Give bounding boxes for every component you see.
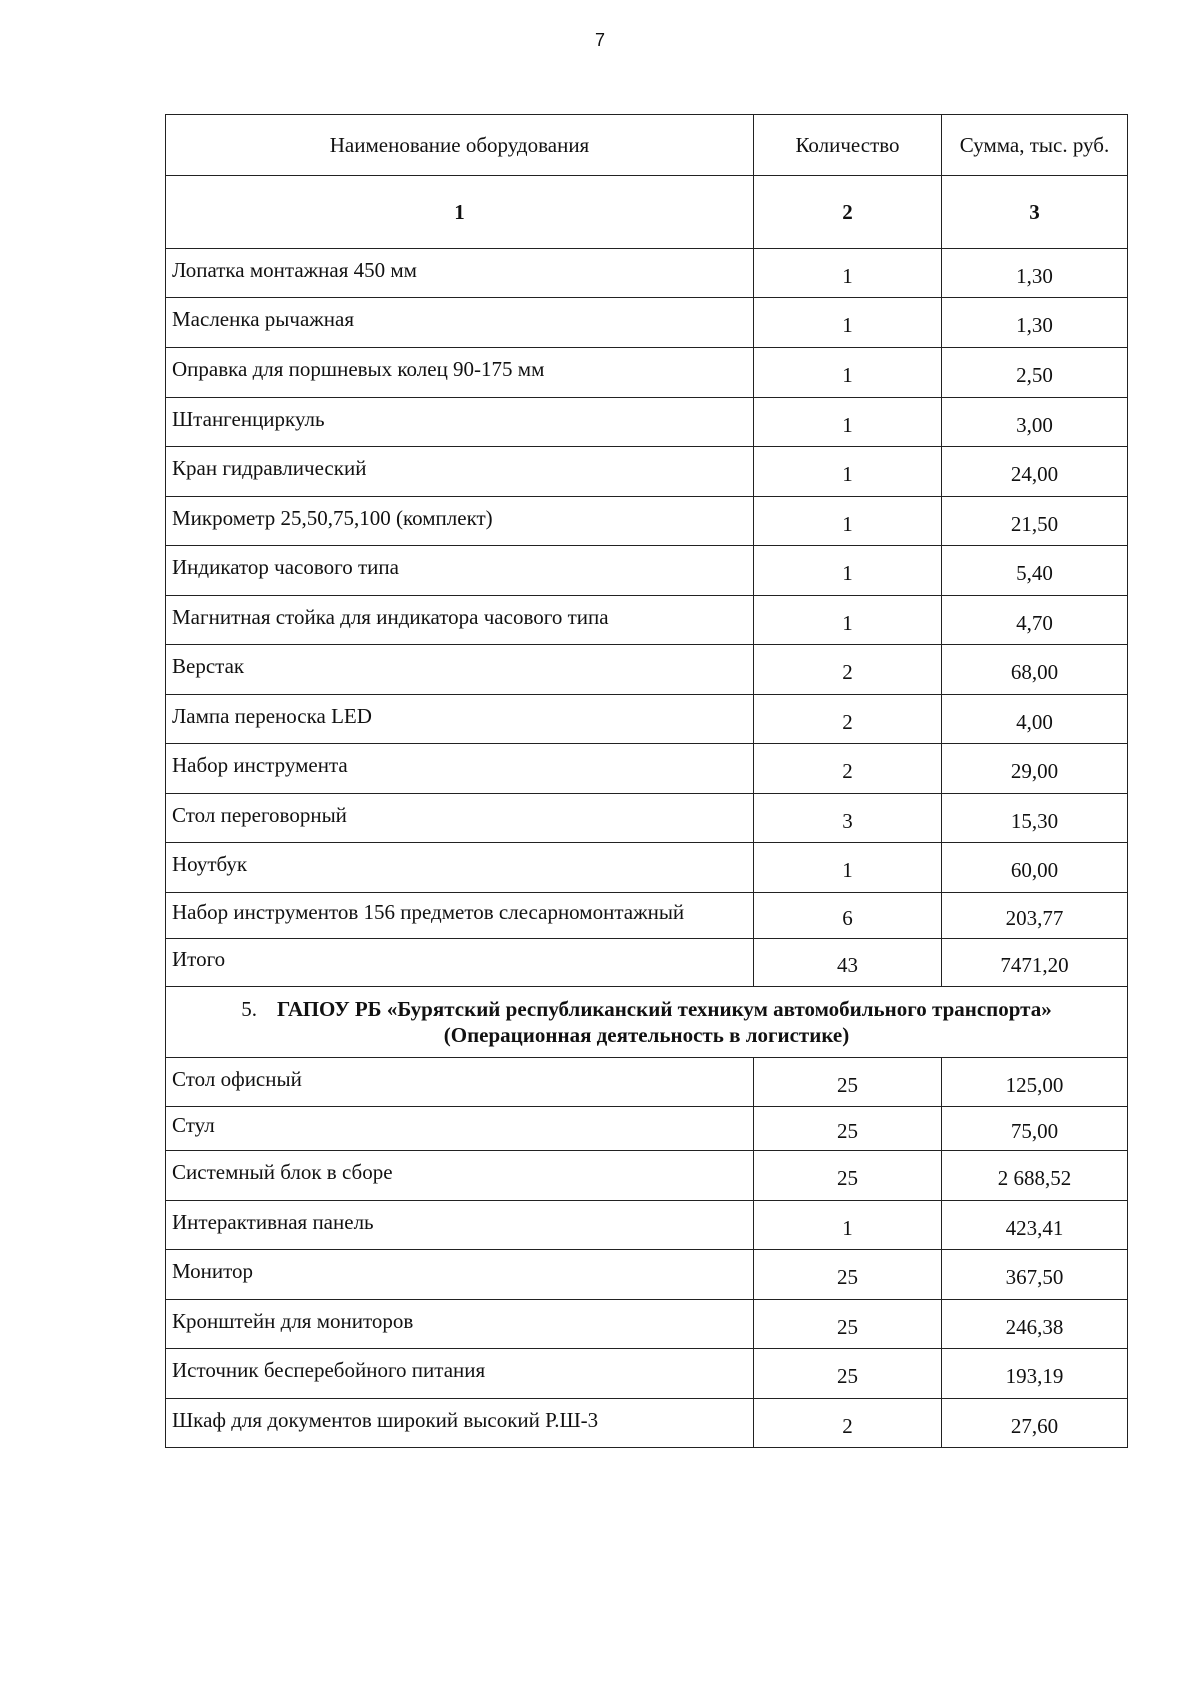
item-name: Верстак [166,645,754,695]
equipment-table [165,114,1128,1448]
item-sum: 29,00 [942,744,1128,794]
item-name: Монитор [166,1250,754,1300]
table-row [166,1399,1128,1448]
item-sum: 75,00 [942,1107,1128,1151]
item-sum: 15,30 [942,794,1128,843]
table-row [166,1107,1128,1151]
table-row [166,1058,1128,1107]
item-quantity: 6 [754,893,942,939]
section-subtitle: (Операционная деятельность в логистике) [443,1023,850,1047]
item-name: Кронштейн для мониторов [166,1300,754,1349]
item-sum: 3,00 [942,398,1128,447]
item-name: Стол переговорный [166,794,754,843]
item-sum: 2,50 [942,348,1128,398]
table-row [166,645,1128,695]
item-name: Шкаф для документов широкий высокий Р.Ш-3 [166,1399,754,1448]
item-quantity: 25 [754,1349,942,1399]
table-row [166,249,1128,298]
column-number-3: 3 [942,176,1128,249]
item-sum: 1,30 [942,249,1128,298]
item-quantity: 2 [754,744,942,794]
item-sum: 60,00 [942,843,1128,893]
item-quantity: 25 [754,1058,942,1107]
item-name: Интерактивная панель [166,1201,754,1250]
page-number: 7 [594,30,605,50]
total-quantity: 43 [754,939,942,987]
item-sum: 4,00 [942,695,1128,744]
table-row [166,893,1128,939]
table-row [166,1300,1128,1349]
table-row [166,497,1128,546]
item-quantity: 1 [754,447,942,497]
item-sum: 5,40 [942,546,1128,596]
item-sum: 1,30 [942,298,1128,348]
item-quantity: 1 [754,249,942,298]
item-quantity: 2 [754,1399,942,1448]
item-name: Стол офисный [166,1058,754,1107]
item-sum: 4,70 [942,596,1128,645]
section-title: ГАПОУ РБ «Бурятский республиканский техникум автомобильного транспорта» [276,997,1052,1021]
section-heading [166,987,1128,1058]
header-qty: Количество [754,115,942,176]
item-sum: 125,00 [942,1058,1128,1107]
item-quantity: 25 [754,1250,942,1300]
item-name: Кран гидравлический [166,447,754,497]
item-sum: 24,00 [942,447,1128,497]
item-quantity: 25 [754,1107,942,1151]
item-name: Индикатор часового типа [166,546,754,596]
total-row [166,939,1128,987]
item-name: Набор инструментов 156 предметов слесарномонтажный [166,893,754,939]
item-name: Системный блок в сборе [166,1151,754,1201]
item-name: Лопатка монтажная 450 мм [166,249,754,298]
item-name: Ноутбук [166,843,754,893]
item-name: Лампа переноска LED [166,695,754,744]
table-row [166,398,1128,447]
table-row [166,546,1128,596]
table-row [166,1250,1128,1300]
item-quantity: 1 [754,596,942,645]
total-sum: 7471,20 [942,939,1128,987]
column-number-1: 1 [166,176,754,249]
table-row [166,695,1128,744]
item-sum: 423,41 [942,1201,1128,1250]
item-name: Источник бесперебойного питания [166,1349,754,1399]
item-sum: 367,50 [942,1250,1128,1300]
table-row [166,348,1128,398]
table-row [166,1201,1128,1250]
item-sum: 27,60 [942,1399,1128,1448]
item-quantity: 1 [754,546,942,596]
item-name: Стул [166,1107,754,1151]
table-row [166,1151,1128,1201]
header-sum: Сумма, тыс. руб. [942,115,1128,176]
table-row [166,843,1128,893]
column-number-2: 2 [754,176,942,249]
item-quantity: 3 [754,794,942,843]
item-name: Набор инструмента [166,744,754,794]
section-heading-row [166,987,1128,1058]
total-label: Итого [166,939,754,987]
item-name: Штангенциркуль [166,398,754,447]
item-quantity: 1 [754,398,942,447]
item-quantity: 1 [754,497,942,546]
item-quantity: 25 [754,1151,942,1201]
column-number-row [166,176,1128,249]
header-row [166,115,1128,176]
table-row [166,447,1128,497]
item-quantity: 25 [754,1300,942,1349]
table-row [166,744,1128,794]
item-quantity: 2 [754,645,942,695]
item-quantity: 1 [754,1201,942,1250]
item-quantity: 1 [754,348,942,398]
item-name: Оправка для поршневых колец 90-175 мм [166,348,754,398]
item-quantity: 2 [754,695,942,744]
table-row [166,298,1128,348]
item-name: Масленка рычажная [166,298,754,348]
item-sum: 246,38 [942,1300,1128,1349]
table-row [166,1349,1128,1399]
item-quantity: 1 [754,843,942,893]
item-sum: 203,77 [942,893,1128,939]
item-name: Микрометр 25,50,75,100 (комплект) [166,497,754,546]
item-sum: 68,00 [942,645,1128,695]
section-number: 5. [241,997,257,1021]
item-quantity: 1 [754,298,942,348]
item-sum: 2 688,52 [942,1151,1128,1201]
header-name: Наименование оборудования [166,115,754,176]
table-row [166,596,1128,645]
table-row [166,794,1128,843]
item-name: Магнитная стойка для индикатора часового типа [166,596,754,645]
item-sum: 193,19 [942,1349,1128,1399]
item-sum: 21,50 [942,497,1128,546]
